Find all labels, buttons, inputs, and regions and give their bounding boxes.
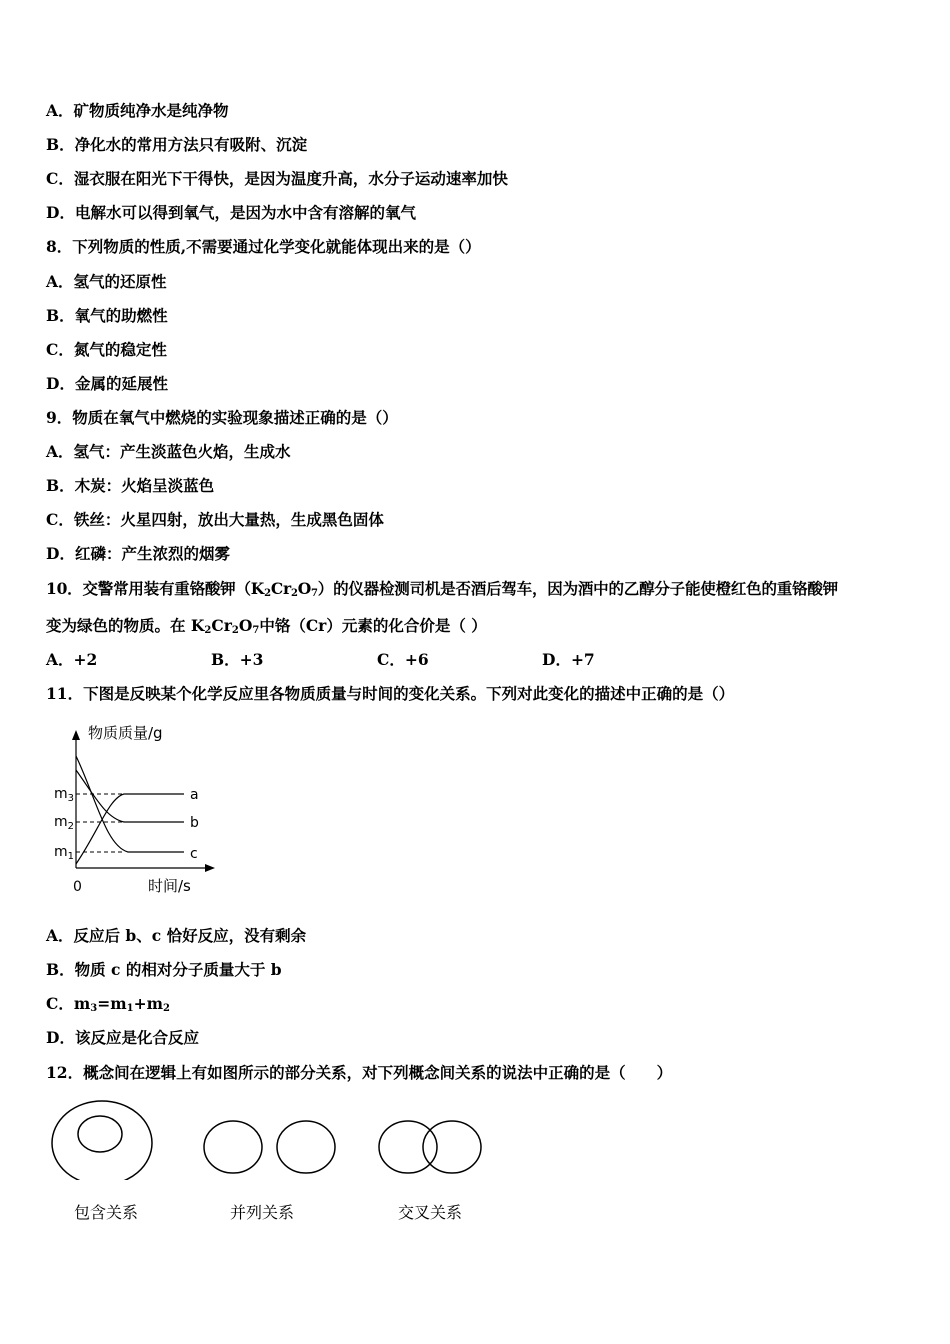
tick-m3: $m_3$ — [54, 786, 75, 804]
q10-formula-2: $K_2Cr_2O_7$ — [190, 616, 260, 636]
intersect-circle-left — [379, 1121, 437, 1173]
q7-option-d: D．电解水可以得到氧气，是因为水中含有溶解的氧气 — [46, 203, 416, 222]
parallel-circle-right — [277, 1121, 335, 1173]
q11-option-a: A．反应后 b、c 恰好反应，没有剩余 — [46, 926, 307, 945]
q12-stem: 12．概念间在逻辑上有如图所示的部分关系，对下列概念间关系的说法中正确的是（ ） — [46, 1063, 673, 1082]
q12-diagram — [40, 1090, 500, 1180]
q11-stem: 11．下图是反映某个化学反应里各物质质量与时间的变化关系。下列对此变化的描述中正确的是（） — [46, 684, 735, 703]
q11-option-c: C．$m_3=m_1+m_2$ — [46, 994, 170, 1014]
q10-option-d: D．+7 — [542, 650, 595, 669]
q11-option-b: B．物质 c 的相对分子质量大于 b — [46, 960, 282, 979]
series-c-label: c — [190, 846, 198, 862]
q11-option-d: D．该反应是化合反应 — [46, 1028, 199, 1047]
series-a-line — [76, 794, 184, 864]
series-b-label: b — [190, 815, 199, 831]
q10-stem-b: ）的仪器检测司机是否酒后驾车，因为酒中的乙醇分子能使橙红色的重铬酸钾 — [317, 579, 838, 598]
q10-stem-c: 变为绿色的物质。在 — [46, 616, 186, 635]
q11-chart — [44, 718, 234, 898]
q8-option-a: A．氢气的还原性 — [46, 272, 167, 291]
q10-stem-d: 中铬（Cr）元素的化合价是（ ） — [259, 616, 487, 635]
intersect-circle-right — [423, 1121, 481, 1173]
q10-option-c: C．+6 — [377, 650, 429, 669]
containment-outer-circle — [52, 1101, 152, 1180]
q9-option-a: A．氢气：产生淡蓝色火焰，生成水 — [46, 442, 291, 461]
q9-option-b: B．木炭：火焰呈淡蓝色 — [46, 476, 215, 495]
label-containment: 包含关系 — [74, 1203, 139, 1222]
containment-inner-circle — [78, 1116, 122, 1152]
q8-option-c: C．氮气的稳定性 — [46, 340, 167, 359]
q8-stem: 8．下列物质的性质,不需要通过化学变化就能体现出来的是（） — [46, 237, 481, 256]
q10-stem-line1 — [46, 579, 838, 599]
label-intersect: 交叉关系 — [398, 1203, 463, 1222]
tick-m1: $m_1$ — [54, 844, 75, 862]
y-axis-arrow — [72, 730, 80, 740]
parallel-circle-left — [204, 1121, 262, 1173]
origin-label: 0 — [73, 879, 82, 895]
q8-option-b: B．氧气的助燃性 — [46, 306, 168, 325]
series-a-label: a — [190, 787, 199, 803]
q10-stem-a: 10．交警常用装有重铬酸钾（ — [46, 579, 251, 598]
q9-option-c: C．铁丝：火星四射，放出大量热，生成黑色固体 — [46, 510, 384, 529]
q10-option-b: B．+3 — [211, 650, 264, 669]
tick-m2: $m_2$ — [54, 814, 75, 832]
q10-stem-line2 — [46, 616, 487, 636]
q7-option-a: A．矿物质纯净水是纯净物 — [46, 101, 229, 120]
q10-formula: $K_2Cr_2O_7$ — [250, 579, 318, 599]
label-parallel: 并列关系 — [230, 1203, 295, 1222]
q8-option-d: D．金属的延展性 — [46, 374, 168, 393]
q10-option-a: A．+2 — [46, 650, 98, 669]
q9-option-d: D．红磷：产生浓烈的烟雾 — [46, 544, 230, 563]
y-axis-label: 物质质量/g — [88, 724, 163, 742]
x-axis-arrow — [205, 864, 215, 872]
q9-stem: 9．物质在氧气中燃烧的实验现象描述正确的是（） — [46, 408, 398, 427]
q7-option-b: B．净化水的常用方法只有吸附、沉淀 — [46, 135, 308, 154]
q7-option-c: C．湿衣服在阳光下干得快，是因为温度升高，水分子运动速率加快 — [46, 169, 508, 188]
x-axis-label: 时间/s — [148, 877, 191, 895]
